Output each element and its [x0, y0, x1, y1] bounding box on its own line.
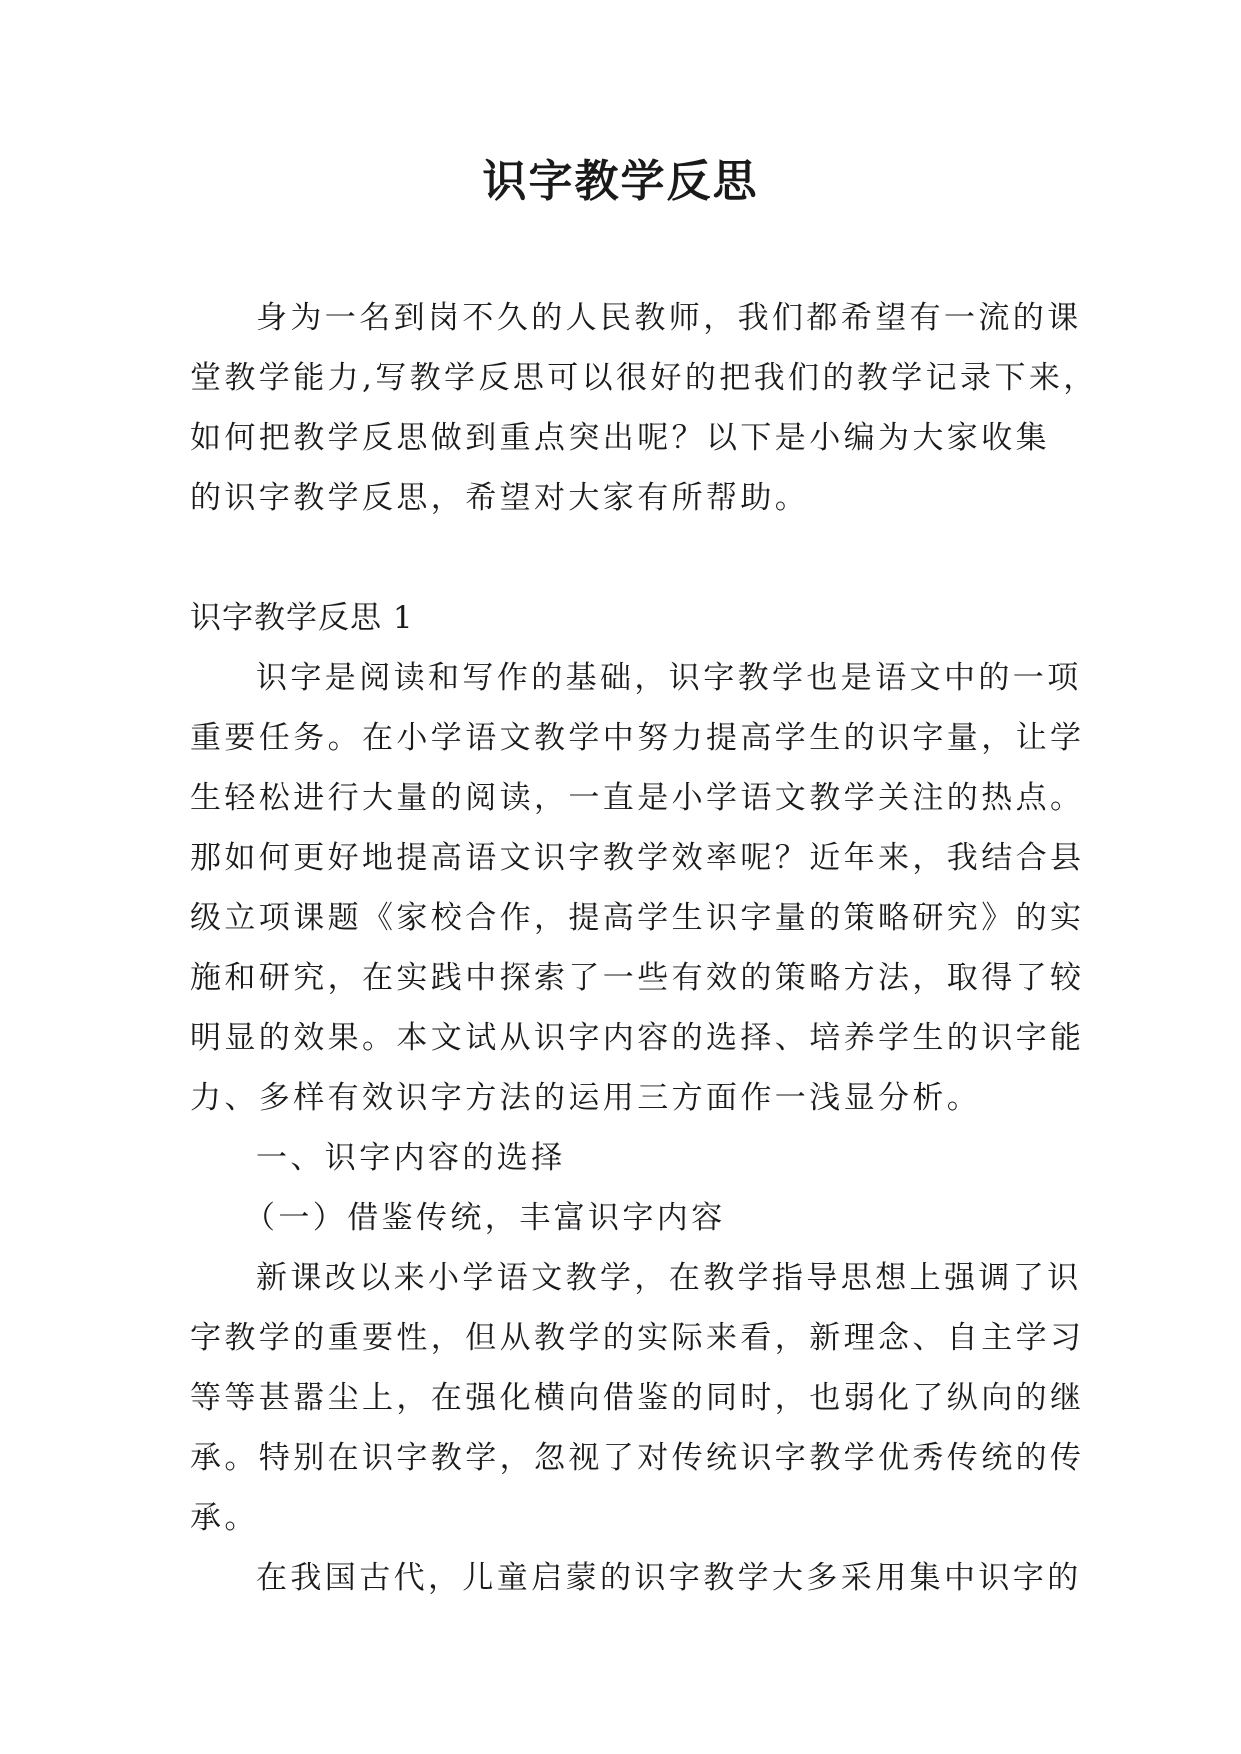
heading-1: 一、识字内容的选择 — [256, 1140, 566, 1176]
paragraph-line: 力、多样有效识字方法的运用三方面作一浅显分析。 — [190, 1080, 982, 1116]
paragraph-line: 新课改以来小学语文教学，在教学指导思想上强调了识 — [256, 1260, 1082, 1296]
paragraph-line: 在我国古代，儿童启蒙的识字教学大多采用集中识字的 — [256, 1560, 1082, 1596]
intro-line: 身为一名到岗不久的人民教师，我们都希望有一流的课 — [256, 300, 1082, 336]
paragraph-gap — [190, 528, 1052, 588]
intro-line: 堂教学能力,写教学反思可以很好的把我们的教学记录下来， — [190, 360, 1098, 396]
paragraph-2 — [190, 1248, 1085, 1548]
paragraph-line: 那如何更好地提高语文识字教学效率呢？近年来，我结合县 — [190, 840, 1085, 876]
section-title: 识字教学反思 1 — [190, 600, 414, 636]
document-title: 识字教学反思 — [482, 156, 759, 207]
paragraph-line: 承。 — [190, 1500, 259, 1536]
paragraph-3 — [190, 1548, 1082, 1608]
paragraph-line: 明显的效果。本文试从识字内容的选择、培养学生的识字能 — [190, 1020, 1085, 1056]
paragraph-line: 识字是阅读和写作的基础，识字教学也是语文中的一项 — [256, 660, 1082, 696]
paragraph-line: 重要任务。在小学语文教学中努力提高学生的识字量，让学 — [190, 720, 1085, 756]
document-body — [190, 288, 1098, 1608]
paragraph-line: 生轻松进行大量的阅读，一直是小学语文教学关注的热点。 — [190, 780, 1085, 816]
paragraph-line: 施和研究，在实践中探索了一些有效的策略方法，取得了较 — [190, 960, 1085, 996]
subheading-1: （一）借鉴传统，丰富识字内容 — [244, 1200, 726, 1236]
intro-line: 如何把教学反思做到重点突出呢？以下是小编为大家收集 — [190, 420, 1050, 456]
intro-line: 的识字教学反思，希望对大家有所帮助。 — [190, 480, 810, 516]
paragraph-line: 等等甚嚣尘上，在强化横向借鉴的同时，也弱化了纵向的继 — [190, 1380, 1085, 1416]
intro-paragraph — [190, 288, 1098, 528]
paragraph-line: 承。特别在识字教学，忽视了对传统识字教学优秀传统的传 — [190, 1440, 1085, 1476]
paragraph-line: 级立项课题《家校合作，提高学生识字量的策略研究》的实 — [190, 900, 1085, 936]
paragraph-line: 字教学的重要性，但从教学的实际来看，新理念、自主学习 — [190, 1320, 1085, 1356]
paragraph-1 — [190, 648, 1085, 1128]
